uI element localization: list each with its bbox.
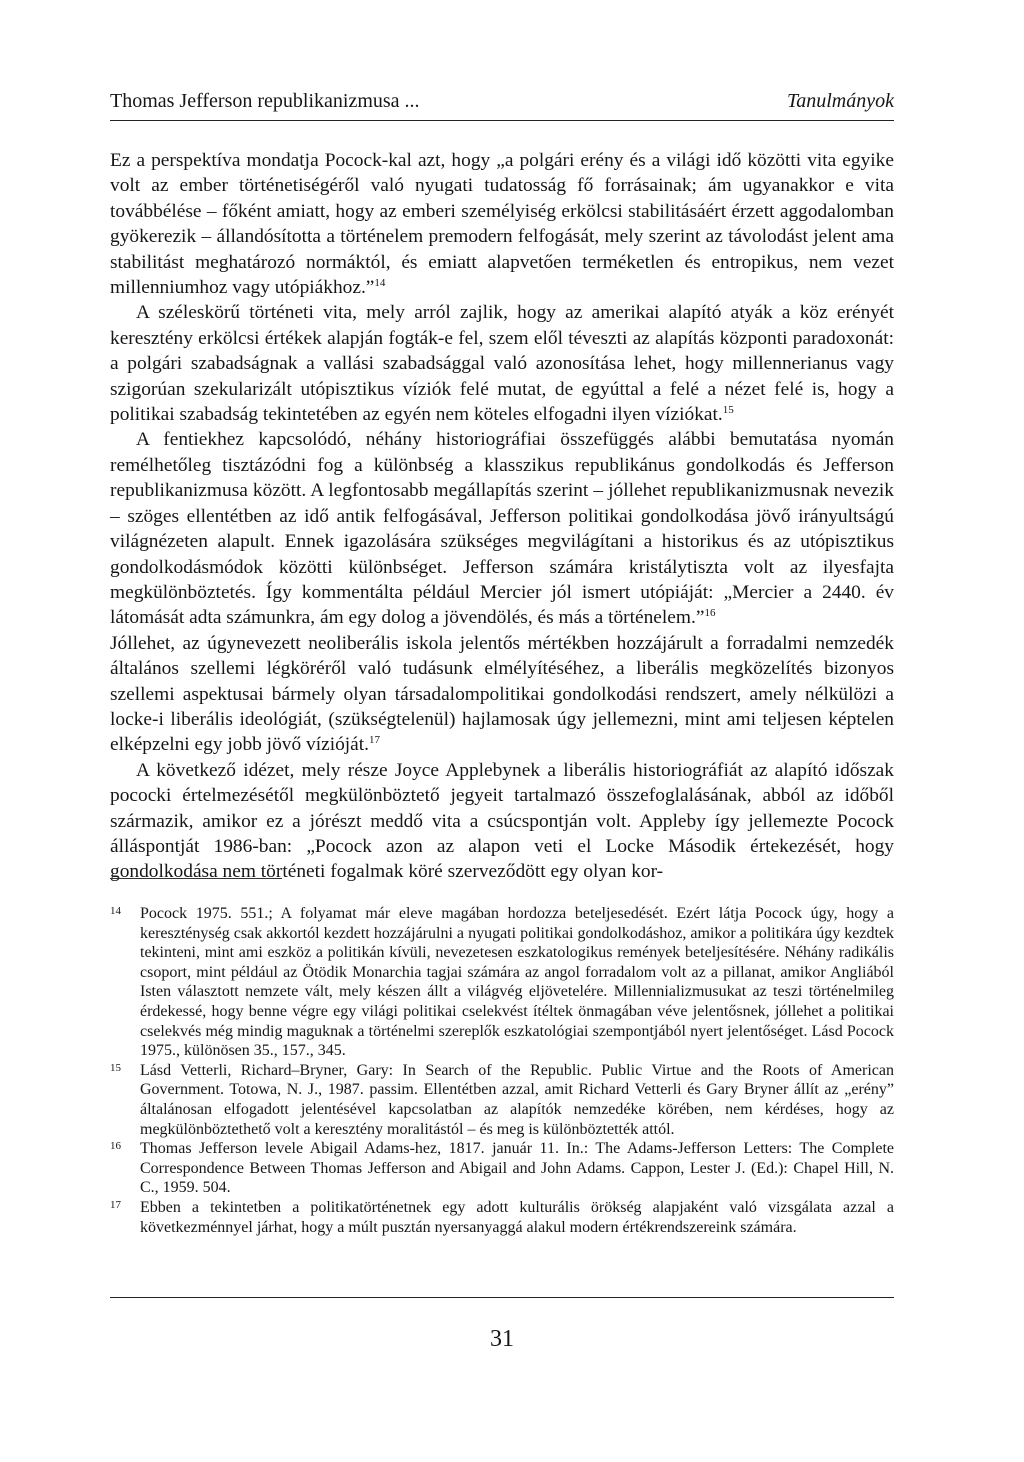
paragraph [110, 148, 894, 300]
footnotes [110, 904, 894, 1237]
paragraph-text: A fentiekhez kapcsolódó, néhány historiográfiai összefüggés alábbi bemutatása nyomán remélhetőleg tisztázódni fog a különbség a klasszikus republikánus gondolkodás és Jefferson republikanizmusa között. A legfontosabb megállapítás szerint – jóllehet republikanizmusnak nevezik – szöges ellentétben az idő antik felfogásával, Jefferson politikai gondolkodása jövő irányultságú világnézeten alapult. Ennek igazolására szükséges megvilágítani a historikus és az utópisztikus gondolkodásmódok közötti különbséget. Jefferson számára kristálytiszta volt az ilyesfajta megkülönböztetés. Így kommentálta például Mercier jól ismert utópiáját: „Mercier a 2440. év látomását adta számunkra, ám egy dolog a jövendölés, és más a történelem.” [110, 429, 894, 629]
paragraph [110, 631, 894, 758]
paragraph-text: Jóllehet, az úgynevezett neoliberális iskola jelentős mértékben hozzájárult a forradalmi nemzedék általános szellemi légköréről való tudásunk elmélyítéséhez, a liberális megközelítés bizonyos szellemi aspektusai bármely olyan társadalompolitikai gondolkodási rendszert, amely nélkülözi a locke-i liberális ideológiát, (szükségtelenül) hajlamosak úgy jellemezni, mint ami teljesen képtelen elképzelni egy jobb jövő vízióját. [110, 632, 894, 756]
footnote-number: 15 [110, 1061, 121, 1074]
footnote-ref: 17 [369, 734, 381, 747]
footnote-number: 16 [110, 1140, 121, 1153]
footnote [110, 1198, 894, 1237]
footnote-ref: 15 [722, 404, 734, 417]
footnote-ref: 14 [374, 277, 386, 290]
footnote-number: 17 [110, 1198, 121, 1211]
paragraph-text: A széleskörű történeti vita, mely arról zajlik, hogy az amerikai alapító atyák a köz erényét keresztény erkölcsi értékek alapján fogták-e fel, szem elől téveszti az alapítás központi paradoxonát: a polgári szabadságnak a vallási szabadsággal való azonosítása lehet, hogy millennerianus vagy szigorúan szekularizált utópisztikus víziók felé mutat, de egyúttal a felé a nézet felé is, hogy a politikai szabadság tekintetében az egyén nem köteles elfogadni ilyen víziókat. [110, 302, 894, 426]
footnote-divider [110, 878, 282, 879]
footnote-text: Ebben a tekintetben a politikatörténetnek egy adott kulturális örökség alapjaként való vizsgálata azzal a következménnyel járhat, hogy a múlt pusztán nyersanyaggá alakul modern értékrendszereink számára. [140, 1198, 894, 1236]
footnote-number: 14 [110, 905, 121, 917]
paragraph [110, 427, 894, 630]
paragraph-text: Ez a perspektíva mondatja Pocock-kal azt, hogy „a polgári erény és a világi idő közötti vita egyike volt az ember történetiségéről való nyugati tudatosság fő forrásainak; ám ugyanakkor e vita továbbélése – főként amiatt, hogy az emberi személyiség erkölcsi stabilitásáért érzett aggodalomban gyökerezik – állandósította a történelem premodern felfogását, mely szerint az távolodást jelent ama stabilitást meghatározó normáktól, és emiatt alapvetően terméketlen és entropikus, nem vezet millenniumhoz vagy utópiákhoz.” [110, 150, 894, 299]
bottom-rule [110, 1297, 894, 1298]
paragraph [110, 300, 894, 427]
main-text [110, 148, 894, 885]
footnote-text: Pocock 1975. 551.; A folyamat már eleve magában hordozza beteljesedését. Ezért látja Pocock úgy, hogy a kereszténység csak akkortól kezdett hozzájárulni a nyugati politikai gondolkodáshoz, amikor a politikára úgy kezdtek tekinteni, mint ami eszköz a politikán kívüli, nevezetesen eszkatologikus remények beteljesítésére. Néhány radikális csoport, mint például az Ötödik Monarchia tagjai számára az angol forradalom volt az a pillanat, amikor Angliából Isten választott nemzete vált, mely készen állt a világvég eljövetelére. Millennializmusukat az teszi történelmileg érdekessé, hogy benne végre egy világi politikai cselekvést ítéltek önmagában véve jelentősnek, jóllehet a politikai cselekvés még mindig maguknak a történelmi szereplők eszkatológiai szempontjából nyert jelentőséget. Lásd Pocock 1975., különösen 35., 157., 345. [140, 905, 894, 1060]
footnote-ref: 16 [704, 607, 716, 620]
footnote-text: Thomas Jefferson levele Abigail Adams-hez, 1817. január 11. In.: The Adams-Jefferson Letters: The Complete Correspondence Between Thomas Jefferson and Abigail and John Adams. Cappon, Lester J. (Ed.): Chapel Hill, N. C., 1959. 504. [140, 1140, 894, 1197]
header-title: Thomas Jefferson republikanizmusa ... [110, 90, 420, 112]
page-number: 31 [490, 1326, 514, 1352]
header-section: Tanulmányok [786, 90, 894, 112]
footnote [110, 904, 894, 1061]
running-header [110, 86, 894, 121]
paragraph [110, 758, 894, 885]
footnote [110, 1139, 894, 1198]
footnote-text: Lásd Vetterli, Richard–Bryner, Gary: In Search of the Republic. Public Virtue and the Roots of American Government. Totowa, N. J., 1987. passim. Ellentétben azzal, amit Richard Vetterli és Gary Bryner állít az „erény” általánosan elfogadott jelentésével kapcsolatban az alapítók nemzedéke körében, nem kérdéses, hogy az megkülönböztethető volt a keresztény moralitástól – és meg is különböztették attól. [140, 1061, 894, 1138]
paragraph-text: A következő idézet, mely része Joyce Applebynek a liberális historiográfiát az alapító időszak pococki értelmezésétől megkülönböztető jegyeit tartalmazó összefoglalásának, abból az időből származik, amikor ez a jórészt meddő vita a csúcspontján volt. Appleby így jellemezte Pocock álláspontját 1986-ban: „Pocock azon az alapon veti el Locke Második értekezését, hogy gondolkodása nem történeti fogalmak köré szerveződött egy olyan kor- [110, 759, 894, 883]
footnote [110, 1061, 894, 1139]
